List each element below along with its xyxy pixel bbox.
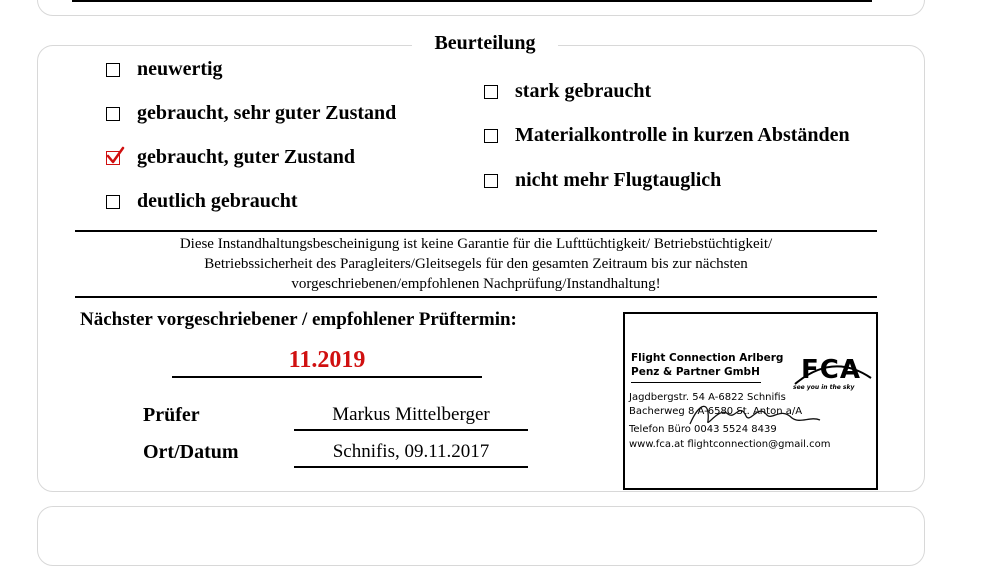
checkbox-icon[interactable] — [106, 63, 120, 77]
company-stamp — [623, 312, 878, 490]
stamp-address1: Jagdbergstr. 54 A-6822 Schnifis — [629, 392, 786, 403]
condition-guter-zustand[interactable] — [106, 146, 355, 169]
checkbox-icon[interactable] — [484, 174, 498, 188]
disclaimer — [75, 234, 877, 294]
condition-label: gebraucht, guter Zustand — [137, 146, 355, 168]
disclaimer-line: Betriebssicherheit des Paragleiters/Gleitsegels für den gesamten Zeitraum bis zur nächsten — [204, 256, 748, 272]
stamp-phone: Telefon Büro 0043 5524 8439 — [629, 424, 777, 435]
previous-section-panel — [37, 0, 925, 16]
condition-materialkontrolle[interactable] — [484, 124, 850, 147]
disclaimer-line: Diese Instandhaltungsbescheinigung ist keine Garantie für die Lufttüchtigkeit/ Betriebstüchtigkeit/ — [179, 236, 773, 252]
condition-label: neuwertig — [137, 58, 223, 80]
next-check-underline — [172, 376, 482, 378]
stamp-address2: Bacherweg 8 A-6580 St. Anton a/A — [629, 406, 803, 417]
next-check-date[interactable]: 11.2019 — [288, 347, 366, 373]
stamp-slogan: see you in the sky — [793, 384, 855, 391]
inspector-label: Prüfer — [143, 404, 200, 426]
stamp-company-line2: Penz & Partner GmbH — [631, 366, 760, 378]
place-date-value[interactable]: Schnifis, 09.11.2017 — [332, 441, 490, 462]
stamp-web-email: www.fca.at flightconnection@gmail.com — [629, 439, 831, 450]
previous-section-rule — [72, 0, 872, 2]
condition-label: deutlich gebraucht — [137, 190, 298, 212]
stamp-divider — [631, 382, 761, 383]
condition-sehr-guter-zustand[interactable] — [106, 102, 396, 125]
stamp-company-line1: Flight Connection Arlberg — [631, 352, 784, 364]
condition-label: nicht mehr Flugtauglich — [515, 169, 722, 191]
inspector-underline — [294, 429, 528, 431]
place-date-label: Ort/Datum — [143, 441, 239, 463]
checkbox-icon[interactable] — [106, 195, 120, 209]
disclaimer-top-rule — [75, 230, 877, 232]
condition-label: stark gebraucht — [515, 80, 652, 102]
checkmark-icon — [105, 146, 125, 166]
checkbox-checked-icon[interactable] — [106, 151, 120, 165]
condition-stark-gebraucht[interactable] — [484, 80, 651, 103]
handwritten-signature — [680, 396, 830, 431]
disclaimer-bottom-rule — [75, 296, 877, 298]
inspector-value[interactable]: Markus Mittelberger — [332, 404, 490, 425]
next-check-label: Nächster vorgeschriebener / empfohlener Prüftermin: — [80, 309, 517, 330]
condition-deutlich-gebraucht[interactable] — [106, 190, 298, 213]
condition-neuwertig[interactable] — [106, 58, 223, 81]
checkbox-icon[interactable] — [484, 85, 498, 99]
section-legend: Beurteilung — [412, 32, 558, 54]
condition-label: Materialkontrolle in kurzen Abständen — [515, 124, 850, 146]
checkbox-icon[interactable] — [106, 107, 120, 121]
next-section-panel — [37, 506, 925, 566]
fca-logo: FCA — [801, 355, 861, 385]
checkbox-icon[interactable] — [484, 129, 498, 143]
disclaimer-line: vorgeschriebenen/empfohlenen Nachprüfung/Instandhaltung! — [291, 276, 661, 292]
condition-nicht-flugtauglich[interactable] — [484, 169, 721, 192]
place-date-underline — [294, 466, 528, 468]
condition-label: gebraucht, sehr guter Zustand — [137, 102, 397, 124]
